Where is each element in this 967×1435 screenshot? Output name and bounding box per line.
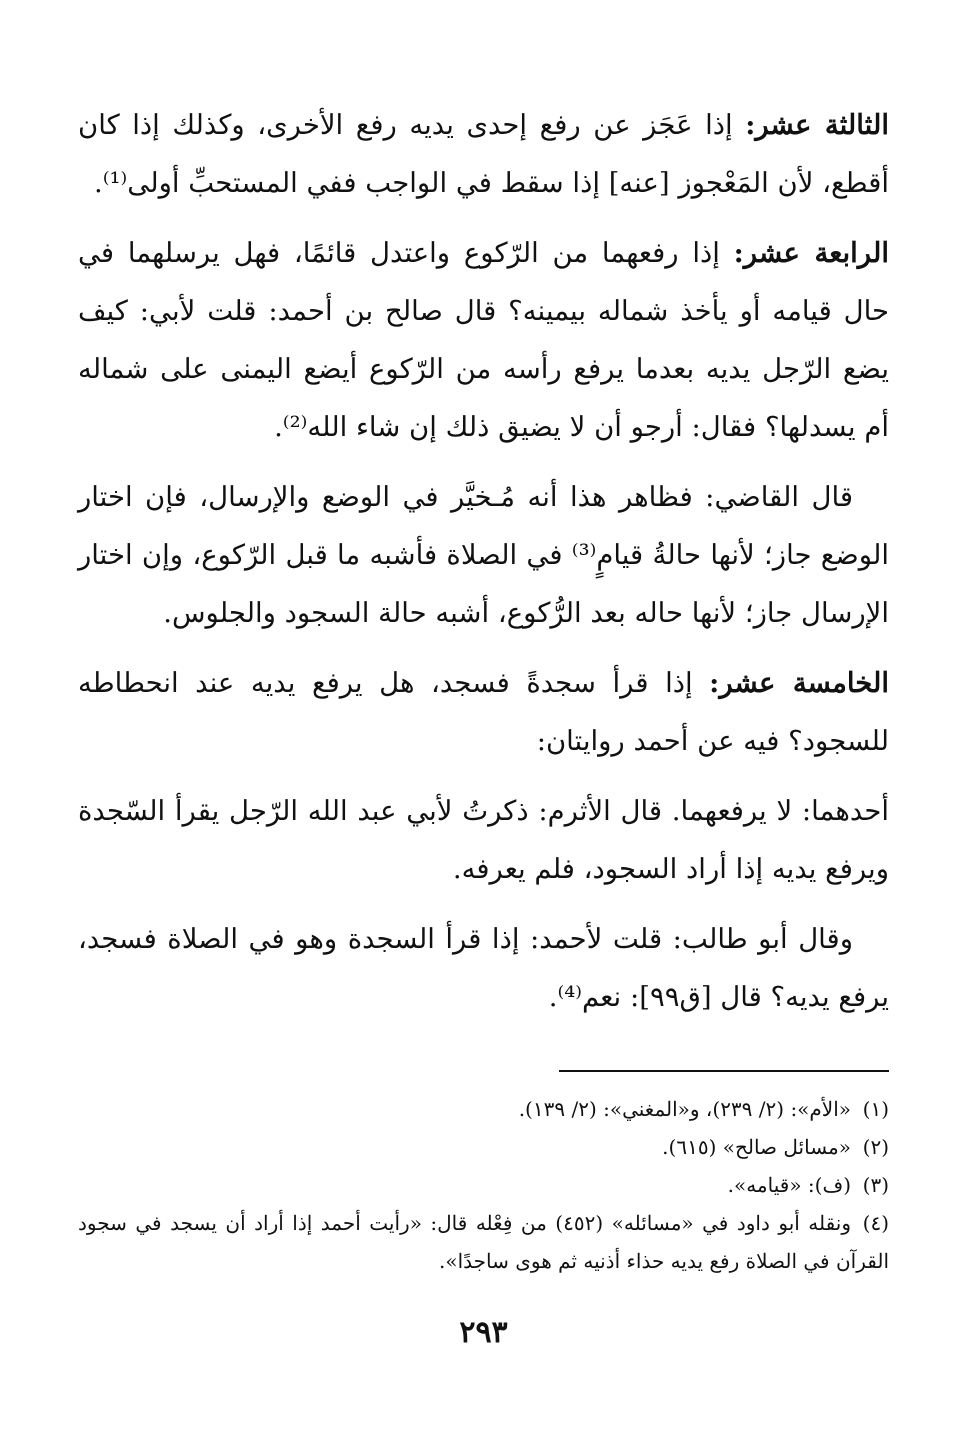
- footnote-number: (٢): [862, 1135, 889, 1159]
- footnote-number: (٤): [862, 1211, 889, 1235]
- paragraph-lead: الثالثة عشر:: [745, 109, 889, 141]
- footnote-text: «الأم»: (٢/ ٢٣٩)، و«المغني»: (٢/ ١٣٩).: [518, 1097, 851, 1121]
- paragraph-text: إذا عَجَز عن رفع إحدى يديه رفع الأخرى، وكذلك إذا كان أقطع، لأن المَعْجوز [عنه] إذا سقط في الواجب ففي المستحبِّ أولى⁽¹⁾.: [78, 109, 889, 199]
- paragraph-13: [78, 96, 889, 212]
- paragraph-lead: الخامسة عشر:: [709, 667, 889, 699]
- paragraph-15: [78, 654, 889, 770]
- paragraph-abu-talib: [78, 910, 889, 1026]
- footnote-text: ونقله أبو داود في «مسائله» (٤٥٢) من فِعْله قال: «رأيت أحمد إذا أراد أن يسجد في سجود القرآن في الصلاة رفع يديه حذاء أذنيه ثم هوى ساجدًا».: [78, 1211, 889, 1273]
- footnote-divider: [559, 1070, 889, 1072]
- footnote-2: [78, 1128, 889, 1166]
- paragraph-text: إذا قرأ سجدةً فسجد، هل يرفع يديه عند انحطاطه للسجود؟ فيه عن أحمد روايتان:: [78, 667, 889, 757]
- page-number: ٢٩٣: [459, 1315, 508, 1350]
- footnote-number: (١): [862, 1097, 889, 1121]
- paragraph-lead: الرابعة عشر:: [733, 237, 889, 269]
- main-text: [78, 96, 889, 1026]
- paragraph-first-narration: [78, 782, 889, 898]
- footnote-4: [78, 1204, 889, 1280]
- paragraph-text: أحدهما: لا يرفعهما. قال الأثرم: ذكرتُ لأبي عبد الله الرّجل يقرأ السّجدة ويرفع يديه إذا أراد السجود، فلم يعرفه.: [78, 795, 889, 885]
- paragraph-qadi: [78, 468, 889, 642]
- footnote-1: [78, 1090, 889, 1128]
- paragraph-text: قال القاضي: فظاهر هذا أنه مُـخيَّر في الوضع والإرسال، فإن اختار الوضع جاز؛ لأنها حالةُ قيامٍ⁽³⁾ في الصلاة فأشبه ما قبل الرّكوع، وإن اختار الإرسال جاز؛ لأنها حاله بعد الرُّكوع، أشبه حالة السجود والجلوس.: [78, 481, 889, 629]
- footnote-text: «مسائل صالح» (٦١٥).: [662, 1135, 851, 1159]
- footnote-3: [78, 1166, 889, 1204]
- footnote-text: (ف): «قيامه».: [727, 1173, 851, 1197]
- paragraph-text: وقال أبو طالب: قلت لأحمد: إذا قرأ السجدة وهو في الصلاة فسجد، يرفع يديه؟ قال [ق٩٩]: نعم⁽⁴⁾.: [78, 923, 889, 1013]
- footnotes: [78, 1090, 889, 1280]
- paragraph-14: [78, 224, 889, 456]
- footnote-number: (٣): [862, 1173, 889, 1197]
- paragraph-text: إذا رفعهما من الرّكوع واعتدل قائمًا، فهل يرسلهما في حال قيامه أو يأخذ شماله بيمينه؟ قال صالح بن أحمد: قلت لأبي: كيف يضع الرّجل يديه بعدما يرفع رأسه من الرّكوع أيضع اليمنى على شماله أم يسدلها؟ فقال: أرجو أن لا يضيق ذلك إن شاء الله⁽²⁾.: [78, 237, 889, 443]
